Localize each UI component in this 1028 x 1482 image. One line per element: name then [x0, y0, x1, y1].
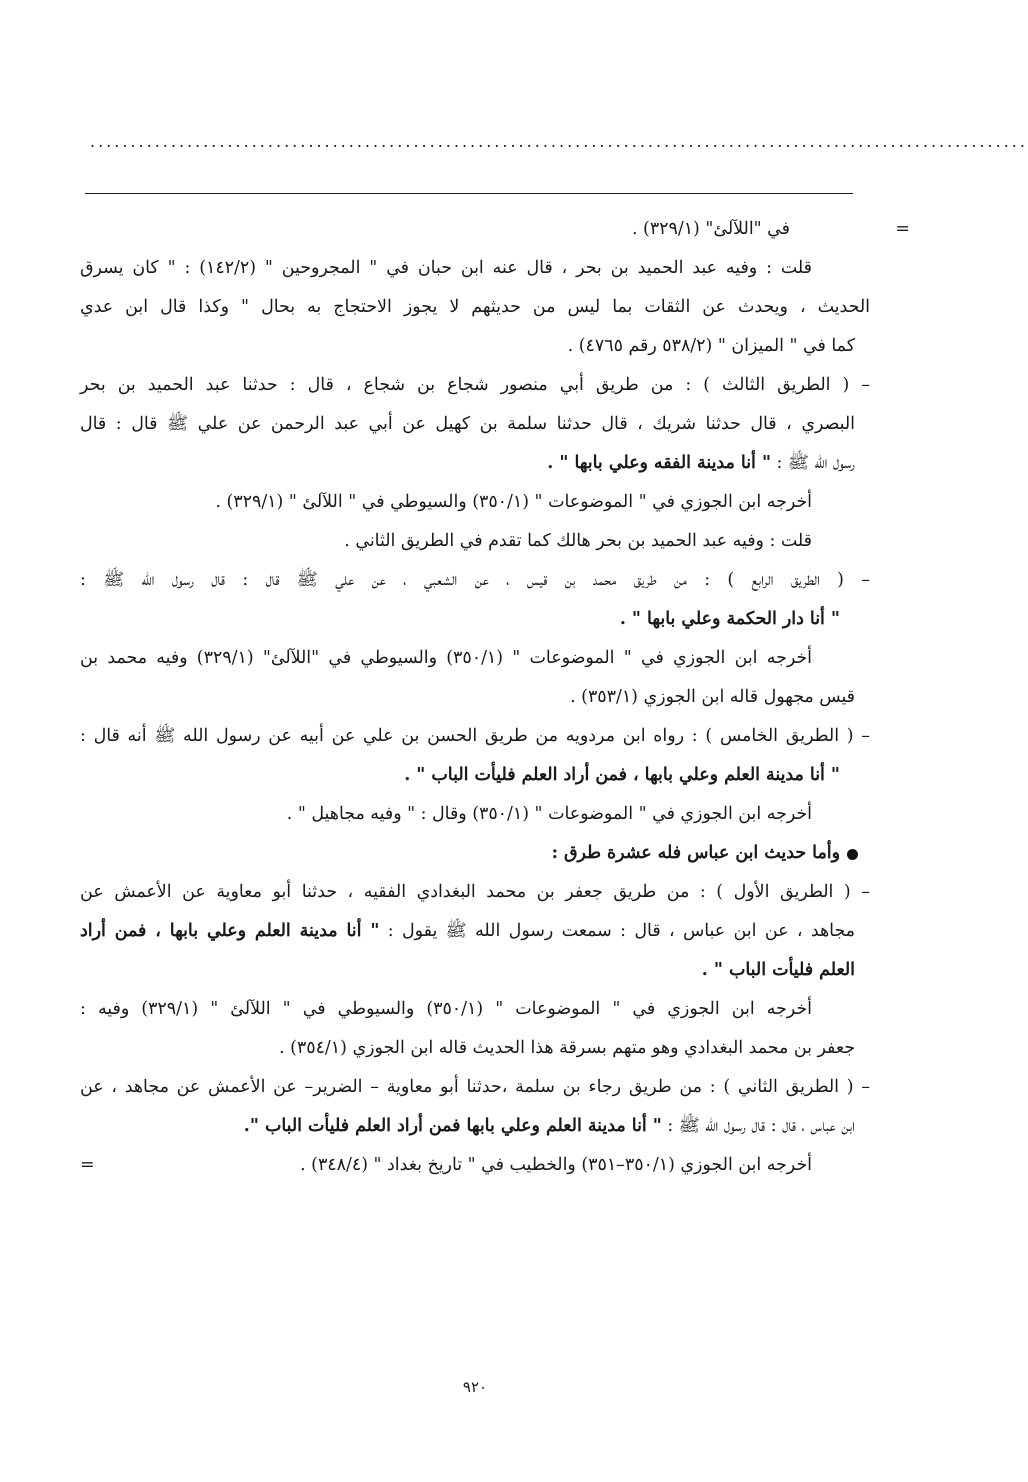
line-text: ابن عباس ، قال : قال رسول الله ﷺ : [661, 1116, 855, 1136]
section-heading [80, 834, 870, 873]
continuation-mark: = [80, 1155, 95, 1175]
text-line: أخرجه ابن الجوزي في " الموضوعات " (٣٥٠/١) وقال : " وفيه مجاهيل " . [286, 804, 812, 824]
text-line: – ( الطريق الخامس ) : رواه ابن مردويه من طريق الحسن بن علي عن أبيه عن رسول الله ﷺ أنه قال : [80, 726, 870, 746]
text-line: – ( الطريق الرابع ) : من طريق محمد بن قيس ، عن الشعبي ، عن علي ﷺ قال : قال رسول الله ﷺ : [80, 570, 870, 590]
text-line: قيس مجهول قاله ابن الجوزي (٣٥٣/١) . [570, 687, 855, 707]
line-text: مجاهد ، عن ابن عباس ، قال : سمعت رسول الله ﷺ يقول : [379, 921, 855, 941]
text-line: أخرجه ابن الجوزي في " الموضوعات " (٣٥٠/١) والسيوطي في "اللآلئ" (٣٢٩/١) وفيه محمد بن [80, 648, 812, 668]
text-line: أخرجه ابن الجوزي في " الموضوعات " (٣٥٠/١) والسيوطي في " اللآلئ " (٣٢٩/١) . [215, 492, 812, 512]
text-line [80, 912, 870, 951]
text-line: – ( الطريق الثاني ) : من طريق رجاء بن سلمة ،حدثنا أبو معاوية – الضرير– عن الأعمش عن مجاهد ، عن [80, 1077, 870, 1097]
page-number: ٩٢٠ [462, 1378, 488, 1396]
dotted-separator: .................................................................................................................... [90, 132, 1028, 151]
text-line [80, 1146, 870, 1185]
text-line: – ( الطريق الثالث ) : من طريق أبي منصور شجاع بن شجاع ، قال : حدثنا عبد الحميد بن بحر [80, 375, 870, 395]
footnote-rule [85, 193, 853, 194]
hadith-text: " أنا دار الحكمة وعلي بابها " . [619, 609, 840, 629]
bullet-icon [847, 849, 858, 860]
hadith-text: " أنا مدينة العلم وعلي بابها ، فمن أراد [80, 921, 380, 941]
text-line: كما في " الميزان " (٥٣٨/٢ رقم ٤٧٦٥) . [567, 336, 855, 356]
text-line: جعفر بن محمد البغدادي وهو متهم بسرقة هذا الحديث قاله ابن الجوزي (٣٥٤/١) . [279, 1038, 855, 1058]
line-text: في "اللآلئ" (٣٢٩/١) . [631, 219, 790, 239]
hadith-text: العلم فليأت الباب " . [701, 960, 855, 980]
hadith-text: " أنا مدينة العلم وعلي بابها فمن أراد العلم فليأت الباب ". [243, 1116, 662, 1136]
text-line [80, 210, 910, 249]
continuation-mark: = [895, 219, 910, 239]
text-line: قلت : وفيه عبد الحميد بن بحر هالك كما تقدم في الطريق الثاني . [344, 531, 812, 551]
text-line: الحديث ، ويحدث عن الثقات بما ليس من حديثهم لا يجوز الاحتجاج به بحال " وكذا قال ابن عدي [80, 297, 870, 317]
text-line [80, 1107, 870, 1146]
footnote-body [80, 210, 910, 1185]
hadith-text: " أنا مدينة الفقه وعلي بابها " . [547, 453, 772, 473]
section-heading-text: وأما حديث ابن عباس فله عشرة طرق : [551, 843, 840, 863]
text-line: قلت : وفيه عبد الحميد بن بحر ، قال عنه ابن حبان في " المجروحين " (١٤٢/٢) : " كان يسرق [80, 258, 812, 278]
hadith-text: " أنا مدينة العلم وعلي بابها ، فمن أراد العلم فليأت الباب " . [404, 765, 840, 785]
text-line: أخرجه ابن الجوزي في " الموضوعات " (٣٥٠/١) والسيوطي في " اللآلئ " (٣٢٩/١) وفيه : [80, 999, 812, 1019]
text-line: – ( الطريق الأول ) : من طريق جعفر بن محمد البغدادي الفقيه ، حدثنا أبو معاوية عن الأعمش عن [80, 882, 870, 902]
text-line: البصري ، قال حدثنا شريك ، قال حدثنا سلمة بن كهيل عن أبي عبد الرحمن عن علي ﷺ قال : قال [80, 414, 856, 434]
text-line [80, 444, 870, 483]
line-text: أخرجه ابن الجوزي (٣٥٠/١–٣٥١) والخطيب في " تاريخ بغداد " (٣٤٨/٤) . [300, 1155, 812, 1175]
line-text: رسول الله ﷺ : [771, 453, 855, 473]
